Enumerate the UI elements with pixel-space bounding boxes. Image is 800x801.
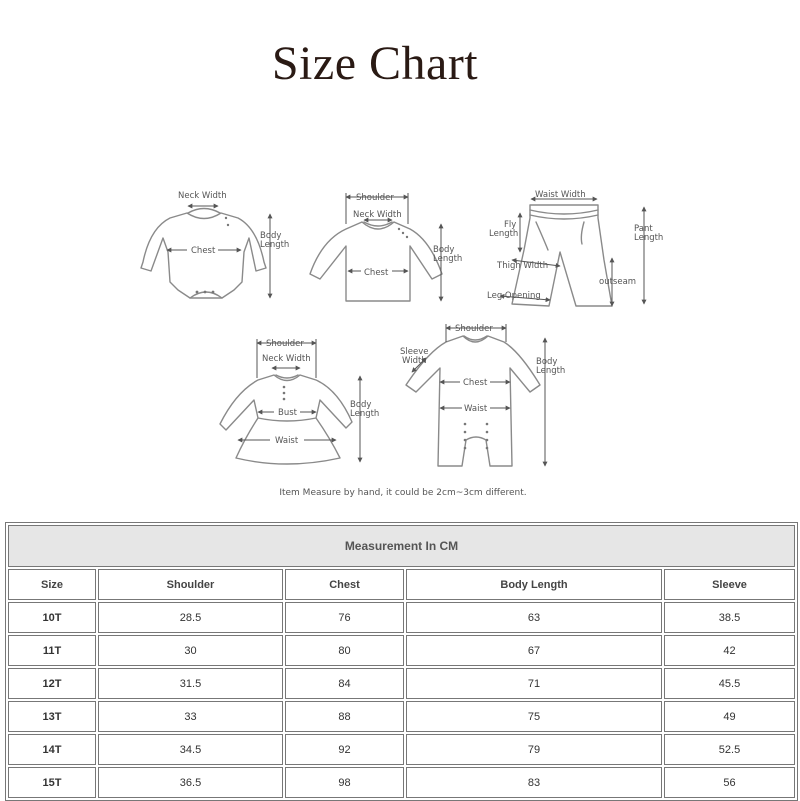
label-neck-width: Neck Width	[262, 354, 311, 364]
label-pant-length: Length	[634, 233, 664, 243]
label-waist-width: Waist Width	[535, 190, 586, 200]
table-header-row	[8, 569, 795, 600]
cell-sleeve: 38.5	[664, 602, 795, 633]
cell-size: 13T	[8, 701, 96, 732]
table-row	[8, 635, 795, 666]
cell-chest: 98	[285, 767, 404, 798]
cell-sleeve: 52.5	[664, 734, 795, 765]
label-body-length: Length	[350, 409, 380, 419]
header-size: Size	[8, 569, 96, 600]
table-row	[8, 767, 795, 798]
cell-body-length: 71	[406, 668, 662, 699]
dress-figure	[220, 339, 379, 464]
label-fly-length: Fly	[504, 220, 517, 230]
cell-sleeve: 49	[664, 701, 795, 732]
romper-figure	[400, 324, 565, 466]
label-shoulder: Shoulder	[266, 339, 304, 349]
header-body-length: Body Length	[406, 569, 662, 600]
label-shoulder: Shoulder	[455, 324, 493, 334]
header-shoulder: Shoulder	[98, 569, 283, 600]
cell-shoulder: 31.5	[98, 668, 283, 699]
cell-body-length: 75	[406, 701, 662, 732]
label-chest: Chest	[463, 378, 488, 388]
cell-sleeve: 56	[664, 767, 795, 798]
cell-sleeve: 42	[664, 635, 795, 666]
header-chest: Chest	[285, 569, 404, 600]
table-row	[8, 734, 795, 765]
cell-body-length: 79	[406, 734, 662, 765]
cell-chest: 92	[285, 734, 404, 765]
label-leg-opening: Leg Opening	[487, 291, 541, 301]
label-body-length: Body	[350, 400, 372, 410]
table-row	[8, 602, 795, 633]
cell-body-length: 67	[406, 635, 662, 666]
cell-size: 10T	[8, 602, 96, 633]
cell-body-length: 63	[406, 602, 662, 633]
cell-body-length: 83	[406, 767, 662, 798]
label-chest: Chest	[364, 268, 389, 278]
label-shoulder: Shoulder	[356, 193, 394, 203]
table-caption: Measurement In CM	[8, 525, 795, 567]
page-title: Size Chart	[271, 37, 479, 90]
pants-figure	[487, 190, 663, 306]
label-neck-width: Neck Width	[353, 210, 402, 220]
cell-chest: 80	[285, 635, 404, 666]
label-waist: Waist	[464, 404, 488, 414]
cell-size: 15T	[8, 767, 96, 798]
label-outseam: outseam	[599, 277, 637, 287]
table-row	[8, 701, 795, 732]
label-body-length: Length	[536, 366, 566, 376]
label-thigh-width: Thigh Width	[497, 261, 549, 271]
label-fly-length: Length	[489, 229, 519, 239]
cell-shoulder: 28.5	[98, 602, 283, 633]
cell-shoulder: 34.5	[98, 734, 283, 765]
size-table	[5, 522, 798, 801]
header-sleeve: Sleeve	[664, 569, 795, 600]
label-sleeve-width: Width	[402, 356, 427, 366]
table-row	[8, 668, 795, 699]
cell-shoulder: 33	[98, 701, 283, 732]
measurement-note: Item Measure by hand, it could be 2cm~3cm different.	[279, 488, 527, 498]
cell-chest: 76	[285, 602, 404, 633]
label-neck-width: Neck Width	[178, 191, 227, 201]
label-bust: Bust	[278, 408, 297, 418]
bodysuit-figure	[141, 191, 289, 298]
label-body-length: Body	[433, 245, 455, 255]
label-sleeve-width: Sleeve	[400, 347, 429, 357]
cell-shoulder: 30	[98, 635, 283, 666]
label-body-length: Length	[433, 254, 463, 264]
label-body-length: Length	[260, 240, 290, 250]
cell-size: 14T	[8, 734, 96, 765]
cell-chest: 88	[285, 701, 404, 732]
label-body-length: Body	[536, 357, 558, 367]
cell-size: 11T	[8, 635, 96, 666]
label-chest: Chest	[191, 246, 216, 256]
cell-chest: 84	[285, 668, 404, 699]
cell-size: 12T	[8, 668, 96, 699]
label-waist: Waist	[275, 436, 299, 446]
cell-shoulder: 36.5	[98, 767, 283, 798]
label-pant-length: Pant	[634, 224, 653, 234]
label-body-length: Body	[260, 231, 282, 241]
shirt-figure	[310, 193, 462, 301]
cell-sleeve: 45.5	[664, 668, 795, 699]
